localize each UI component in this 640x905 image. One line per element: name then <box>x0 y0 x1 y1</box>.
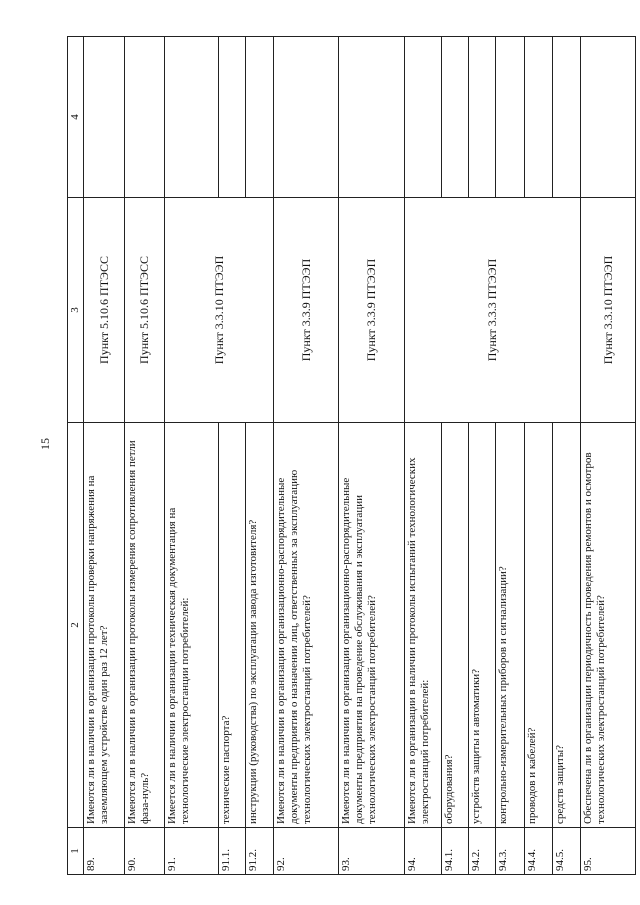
table-row <box>552 37 580 875</box>
row-reference: Пункт 3.3.9 ПТЭЭП <box>338 198 404 423</box>
row-number: 93. <box>338 828 404 875</box>
row-answer-cell[interactable] <box>83 37 124 198</box>
checklist-table <box>67 36 636 875</box>
row-answer-cell[interactable] <box>245 37 273 198</box>
row-answer-cell[interactable] <box>524 37 552 198</box>
row-answer-cell[interactable] <box>441 37 468 198</box>
row-question: Имеются ли в наличии в организации протоколы проверки напряжения на заземляющем устройстве один раз 12 лет? <box>83 423 124 828</box>
row-number: 94. <box>404 828 441 875</box>
row-question: Имеются ли в наличии в организации протоколы измерения сопротивления петли фаза-нуль? <box>124 423 164 828</box>
header-col-3: 3 <box>68 198 84 423</box>
row-number: 90. <box>124 828 164 875</box>
row-number: 94.5. <box>552 828 580 875</box>
row-answer-cell[interactable] <box>404 37 441 198</box>
row-answer-cell[interactable] <box>124 37 164 198</box>
page-number: 15 <box>38 438 52 450</box>
table-row <box>124 37 164 875</box>
table-row <box>495 37 524 875</box>
row-question: средств защиты? <box>552 423 580 828</box>
row-reference: Пункт 3.3.9 ПТЭЭП <box>273 198 338 423</box>
table-row <box>468 37 495 875</box>
table-row <box>245 37 273 875</box>
row-question: Имеются ли в организации в наличии протоколы испытаний технологических электростанций потребителей: <box>404 423 441 828</box>
row-reference: Пункт 5.10.6 ПТЭСС <box>124 198 164 423</box>
row-answer-cell[interactable] <box>580 37 635 198</box>
row-question: Имеется ли в наличии в организации техническая документация на технологические электростанции потребителей: <box>164 423 218 828</box>
row-answer-cell[interactable] <box>164 37 218 198</box>
table-row <box>338 37 404 875</box>
row-number: 91.2. <box>245 828 273 875</box>
row-question: технические паспорта? <box>218 423 245 828</box>
row-question: инструкции (руководства) по эксплуатации завода изготовителя? <box>245 423 273 828</box>
row-number: 94.1. <box>441 828 468 875</box>
row-question: контрольно-измерительных приборов и сигнализации? <box>495 423 524 828</box>
row-question: Имеются ли в наличии в организации организационно-распорядительные документы предприятия на проведение обслуживания и эксплуатации технологических электростанций потребителей? <box>338 423 404 828</box>
header-col-1: 1 <box>68 828 84 875</box>
row-reference: Пункт 3.3.3 ПТЭЭП <box>404 198 580 423</box>
row-answer-cell[interactable] <box>218 37 245 198</box>
row-answer-cell[interactable] <box>495 37 524 198</box>
table-row <box>164 37 218 875</box>
row-reference: Пункт 3.3.10 ПТЭЭП <box>580 198 635 423</box>
row-number: 94.3. <box>495 828 524 875</box>
row-question: устройств защиты и автоматики? <box>468 423 495 828</box>
table-row <box>404 37 441 875</box>
row-question: проводов и кабелей? <box>524 423 552 828</box>
row-number: 94.4. <box>524 828 552 875</box>
header-col-4: 4 <box>68 37 84 198</box>
row-question: Имеются ли в наличии в организации организационно-распорядительные документы предприятия о назначении лиц, ответственных за эксплуатацию технологических электростанций потребителей? <box>273 423 338 828</box>
table-row <box>524 37 552 875</box>
row-answer-cell[interactable] <box>273 37 338 198</box>
row-number: 92. <box>273 828 338 875</box>
row-answer-cell[interactable] <box>468 37 495 198</box>
checklist-table-wrapper <box>67 65 615 875</box>
table-header-row <box>68 37 84 875</box>
row-number: 91.1. <box>218 828 245 875</box>
table-row <box>218 37 245 875</box>
row-answer-cell[interactable] <box>552 37 580 198</box>
row-reference: Пункт 3.3.10 ПТЭЭП <box>164 198 273 423</box>
row-reference: Пункт 5.10.6 ПТЭСС <box>83 198 124 423</box>
row-number: 91. <box>164 828 218 875</box>
row-number: 94.2. <box>468 828 495 875</box>
row-answer-cell[interactable] <box>338 37 404 198</box>
row-question: Обеспечена ли в организации периодичность проведения ремонтов и осмотров технологических электростанций потребителей? <box>580 423 635 828</box>
table-row <box>83 37 124 875</box>
row-number: 95. <box>580 828 635 875</box>
row-question: оборудования? <box>441 423 468 828</box>
table-row <box>273 37 338 875</box>
table-row <box>580 37 635 875</box>
row-number: 89. <box>83 828 124 875</box>
header-col-2: 2 <box>68 423 84 828</box>
table-row <box>441 37 468 875</box>
